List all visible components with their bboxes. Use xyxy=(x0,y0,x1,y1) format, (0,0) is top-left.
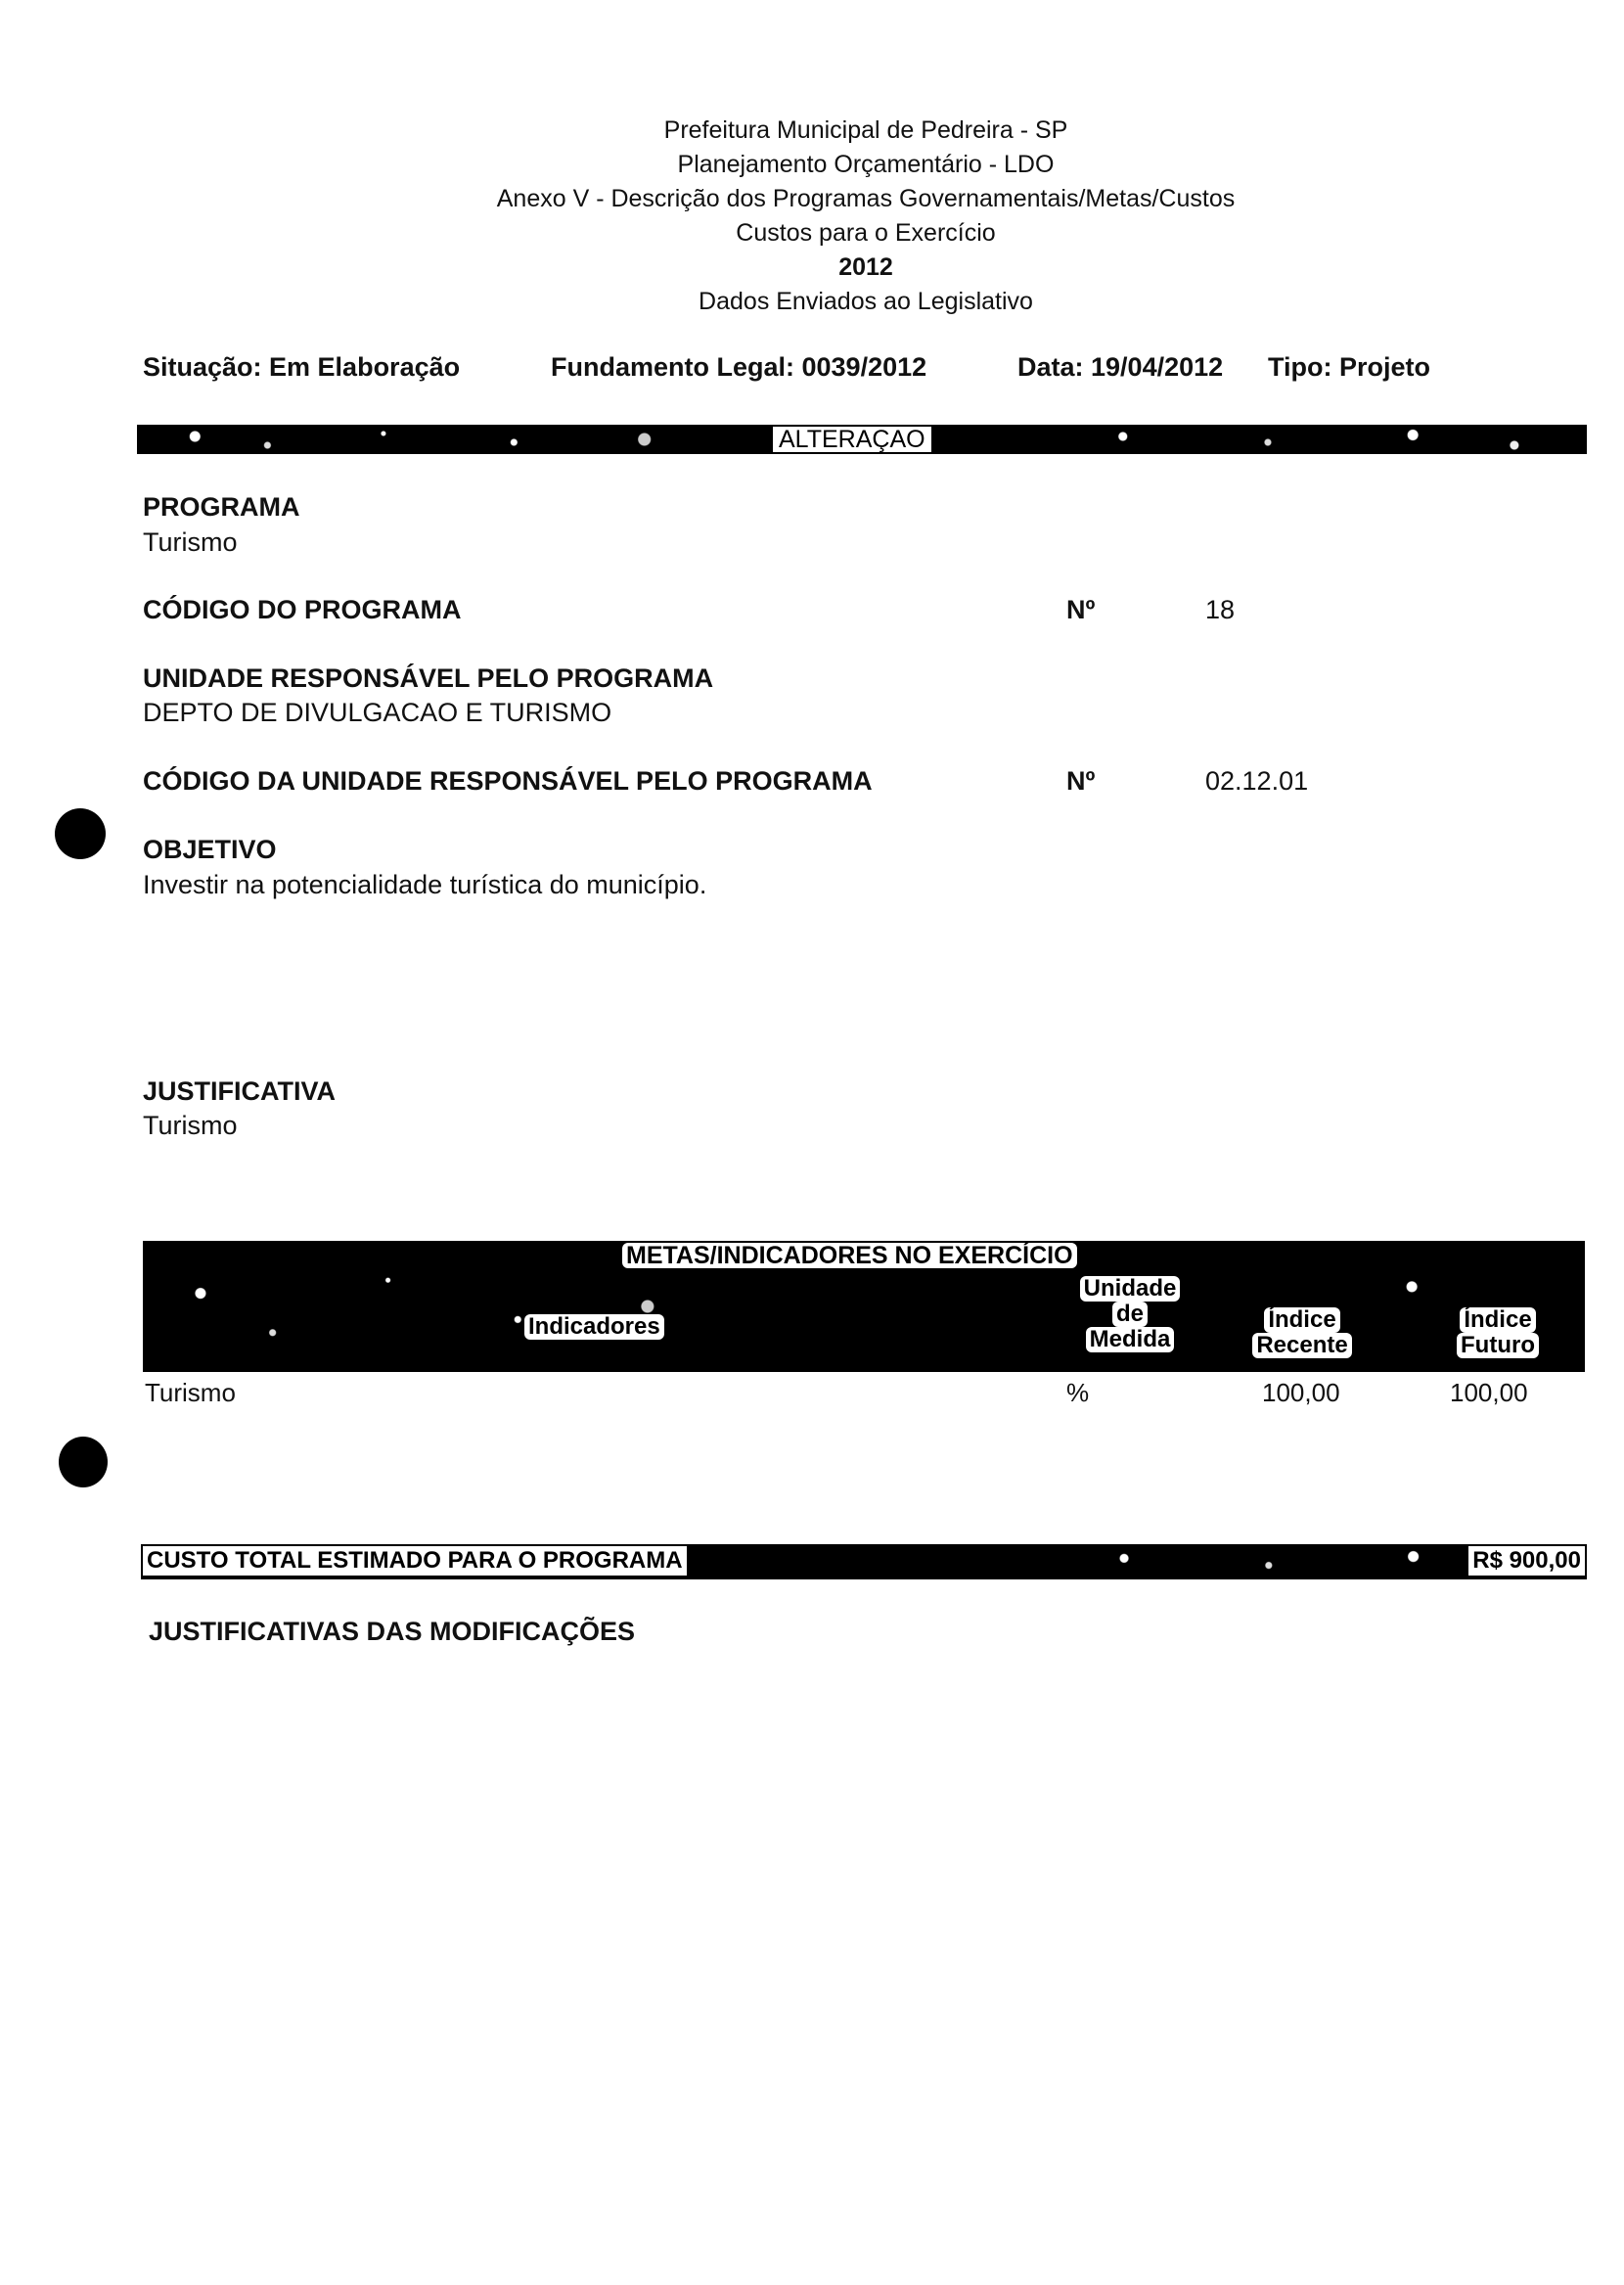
codigo-programa-label: CÓDIGO DO PROGRAMA xyxy=(143,595,462,624)
alteracao-bar xyxy=(137,425,1587,454)
row-unidade: % xyxy=(1066,1378,1090,1407)
col-recente-l2: Recente xyxy=(1252,1333,1351,1358)
custo-total-label: CUSTO TOTAL ESTIMADO PARA O PROGRAMA xyxy=(141,1544,689,1577)
table-row xyxy=(143,1378,1585,1409)
tipo: Tipo: Projeto xyxy=(1268,352,1430,382)
punch-hole-bottom xyxy=(59,1437,108,1487)
row-futuro: 100,00 xyxy=(1450,1378,1528,1407)
programa-value: Turismo xyxy=(143,527,238,557)
objetivo-label: OBJETIVO xyxy=(143,835,277,864)
header-line-4: Custos para o Exercício xyxy=(736,219,996,247)
fundamento-legal: Fundamento Legal: 0039/2012 xyxy=(551,352,927,382)
codigo-unidade-label: CÓDIGO DA UNIDADE RESPONSÁVEL PELO PROGRAMA xyxy=(143,766,873,796)
unidade-label: UNIDADE RESPONSÁVEL PELO PROGRAMA xyxy=(143,663,714,693)
col-futuro-l1: Índice xyxy=(1460,1307,1535,1333)
col-unidade-medida xyxy=(1066,1276,1194,1352)
programa-label: PROGRAMA xyxy=(143,492,300,522)
metas-table-header xyxy=(143,1241,1585,1372)
header-line-3: Anexo V - Descrição dos Programas Governamentais/Metas/Custos xyxy=(496,185,1236,212)
row-indicador: Turismo xyxy=(145,1378,236,1407)
custo-total-bar xyxy=(141,1544,1587,1579)
codigo-unidade-no: Nº xyxy=(1066,766,1096,796)
justificativa-value: Turismo xyxy=(143,1111,238,1140)
col-indicadores: Indicadores xyxy=(524,1314,664,1340)
header-line-1: Prefeitura Municipal de Pedreira - SP xyxy=(663,116,1068,144)
justificativas-modificacoes: JUSTIFICATIVAS DAS MODIFICAÇÕES xyxy=(149,1617,636,1646)
header-year: 2012 xyxy=(838,253,893,281)
header-line-2: Planejamento Orçamentário - LDO xyxy=(677,151,1055,178)
metas-title: METAS/INDICADORES NO EXERCÍCIO xyxy=(622,1243,1077,1268)
col-indice-recente xyxy=(1239,1307,1366,1358)
custo-total-value: R$ 900,00 xyxy=(1466,1544,1587,1577)
col-unidade-l1: Unidade xyxy=(1080,1276,1181,1302)
header-line-6: Dados Enviados ao Legislativo xyxy=(699,288,1033,315)
col-recente-l1: Índice xyxy=(1264,1307,1339,1333)
col-unidade-l3: Medida xyxy=(1086,1327,1175,1352)
col-unidade-l2: de xyxy=(1112,1302,1148,1327)
objetivo-value: Investir na potencialidade turística do município. xyxy=(143,870,707,899)
punch-hole-top xyxy=(55,808,106,859)
situacao: Situação: Em Elaboração xyxy=(143,352,461,382)
codigo-programa-value: 18 xyxy=(1205,595,1236,624)
unidade-value: DEPTO DE DIVULGACAO E TURISMO xyxy=(143,698,612,727)
row-recente: 100,00 xyxy=(1262,1378,1340,1407)
codigo-unidade-value: 02.12.01 xyxy=(1205,766,1309,796)
data: Data: 19/04/2012 xyxy=(1017,352,1224,382)
col-futuro-l2: Futuro xyxy=(1457,1333,1539,1358)
codigo-programa-no: Nº xyxy=(1066,595,1096,624)
justificativa-label: JUSTIFICATIVA xyxy=(143,1076,337,1106)
alteracao-label: ALTERAÇAO xyxy=(773,427,931,452)
col-indice-futuro xyxy=(1444,1307,1552,1358)
